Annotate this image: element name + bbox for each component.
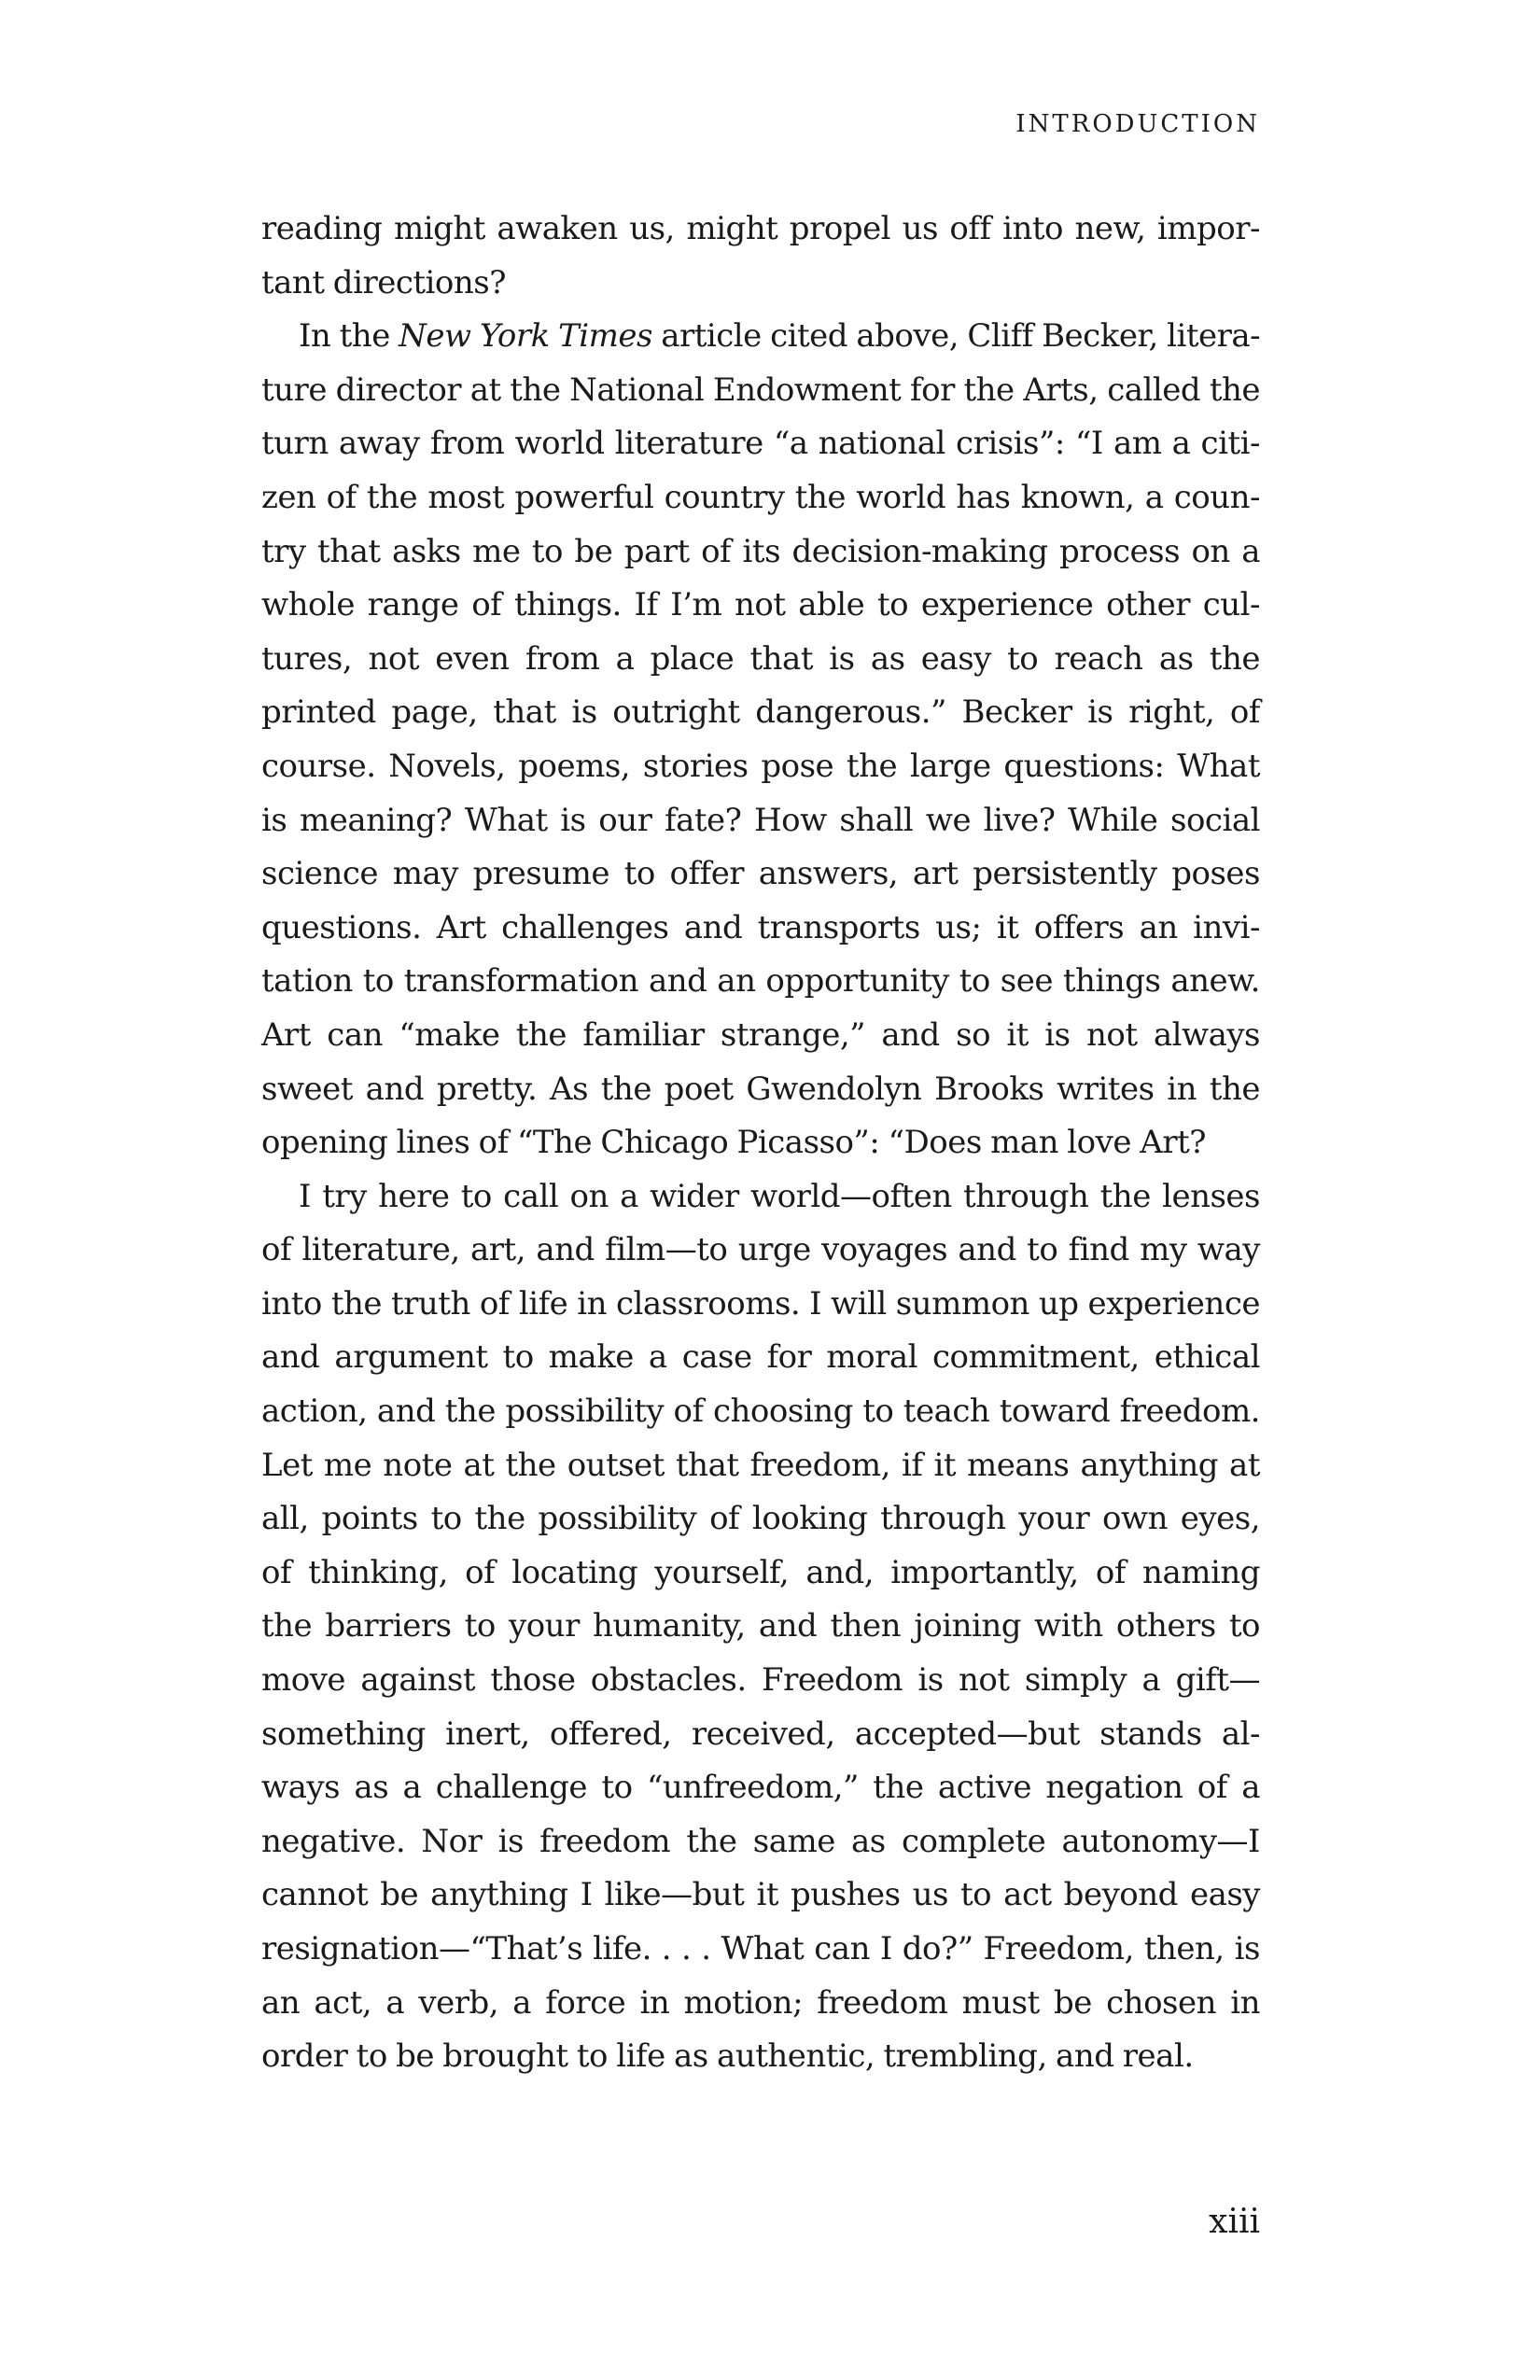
text-line: sweet and pretty. As the poet Gwendolyn Brooks writes in the xyxy=(261,1070,1260,1108)
text-line: tation to transformation and an opportunity to see things anew. xyxy=(261,962,1260,1001)
page-number: xiii xyxy=(1209,2203,1260,2241)
text-line: and argument to make a case for moral commitment, ethical xyxy=(261,1338,1260,1377)
text-line: opening lines of “The Chicago Picasso”: “Does man love Art? xyxy=(261,1124,1206,1162)
running-head: INTRODUCTION xyxy=(1015,110,1260,138)
text-line: questions. Art challenges and transports us; it offers an invi- xyxy=(261,908,1260,946)
body-text xyxy=(261,203,1260,2084)
text-line: I try here to call on a wider world—often through the lenses xyxy=(299,1177,1260,1215)
text-line: into the truth of life in classrooms. I will summon up experience xyxy=(261,1284,1260,1323)
text-line: tures, not even from a place that is as easy to reach as the xyxy=(261,639,1260,678)
text-line: course. Novels, poems, stories pose the large questions: What xyxy=(261,747,1260,785)
text-line: cannot be anything I like—but it pushes us to act beyond easy xyxy=(261,1876,1260,1914)
text-line: turn away from world literature “a national crisis”: “I am a citi- xyxy=(261,425,1260,463)
text-line xyxy=(261,310,1260,364)
text-fragment: article cited above, Cliff Becker, litera- xyxy=(651,317,1261,356)
text-line: an act, a verb, a force in motion; freedom must be chosen in xyxy=(261,1983,1260,2022)
italic-title: New York Times xyxy=(399,317,652,356)
text-line: something inert, offered, received, accepted—but stands al- xyxy=(261,1715,1260,1753)
text-line: is meaning? What is our fate? How shall we live? While social xyxy=(261,801,1260,839)
text-line: Art can “make the familiar strange,” and so it is not always xyxy=(261,1015,1260,1054)
text-line: move against those obstacles. Freedom is not simply a gift— xyxy=(261,1661,1260,1700)
text-line: the barriers to your humanity, and then joining with others to xyxy=(261,1607,1260,1645)
text-line: zen of the most powerful country the world has known, a coun- xyxy=(261,478,1260,516)
text-line: of thinking, of locating yourself, and, importantly, of naming xyxy=(261,1553,1260,1591)
text-line: ture director at the National Endowment for the Arts, called the xyxy=(261,371,1260,409)
text-line: order to be brought to life as authentic, trembling, and real. xyxy=(261,2037,1194,2076)
paragraph-2 xyxy=(261,310,1260,1170)
text-line: Let me note at the outset that freedom, if it means anything at xyxy=(261,1446,1260,1484)
paragraph-3 xyxy=(261,1170,1260,2084)
text-fragment: In the xyxy=(299,317,399,356)
text-line: tant directions? xyxy=(261,263,506,301)
text-line: printed page, that is outright dangerous.” Becker is right, of xyxy=(261,693,1260,732)
text-line: action, and the possibility of choosing to teach toward freedom. xyxy=(261,1393,1260,1431)
text-line: negative. Nor is freedom the same as complete autonomy—I xyxy=(261,1822,1260,1860)
text-line: whole range of things. If I’m not able to experience other cul- xyxy=(261,586,1260,624)
text-line: try that asks me to be part of its decision-making process on a xyxy=(261,532,1260,570)
text-line: science may presume to offer answers, art persistently poses xyxy=(261,855,1260,893)
text-line: reading might awaken us, might propel us off into new, impor- xyxy=(261,210,1260,247)
text-line: of literature, art, and film—to urge voyages and to find my way xyxy=(261,1231,1260,1269)
text-line: all, points to the possibility of looking through your own eyes, xyxy=(261,1500,1260,1538)
paragraph-1 xyxy=(261,203,1260,310)
text-line: resignation—“That’s life. . . . What can I do?” Freedom, then, is xyxy=(261,1930,1260,1967)
text-line: ways as a challenge to “unfreedom,” the active negation of a xyxy=(261,1769,1260,1807)
